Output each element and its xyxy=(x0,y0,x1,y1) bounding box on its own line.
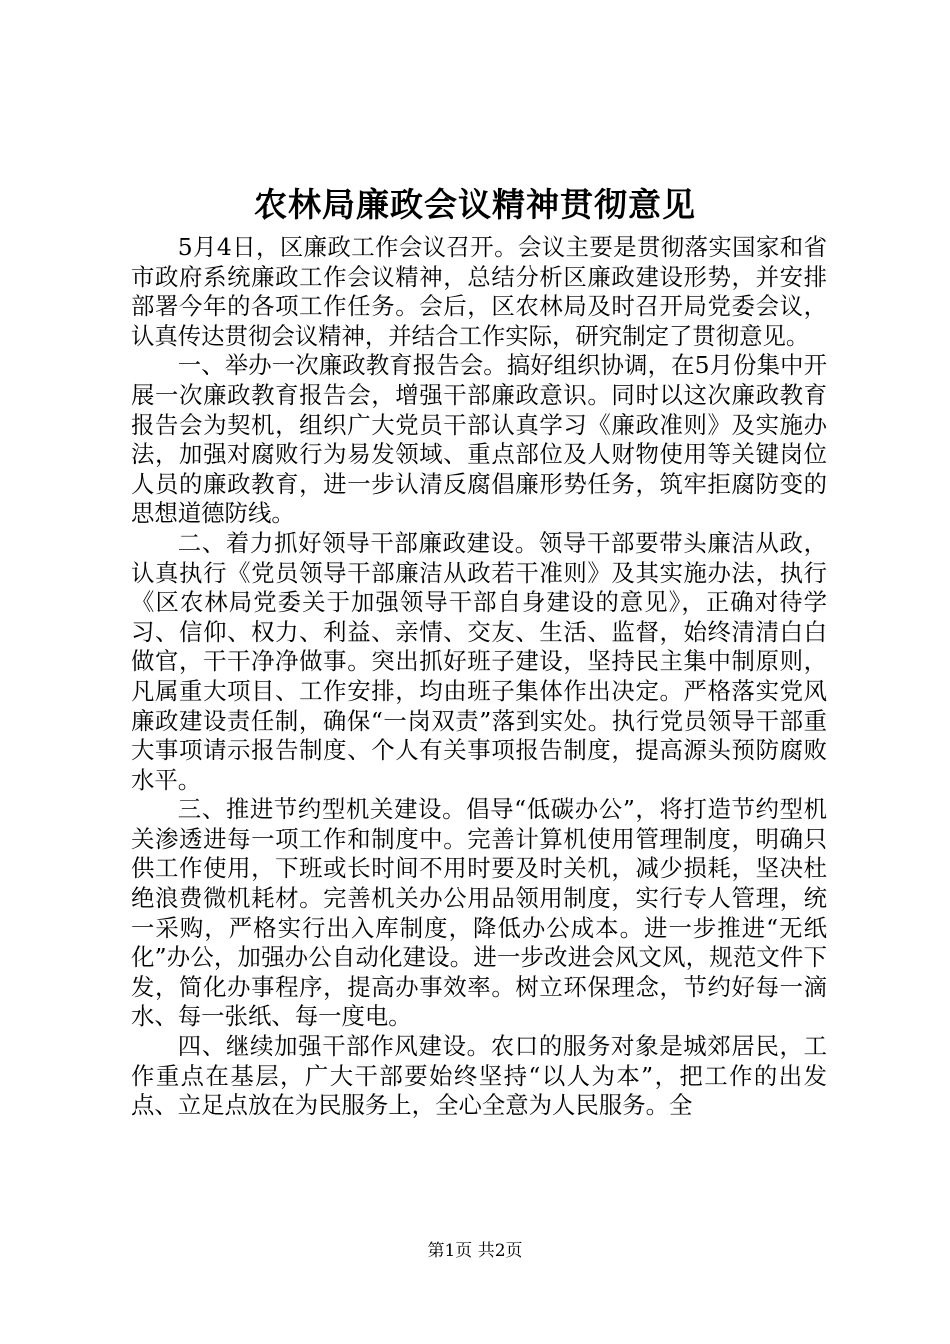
page-number: 第1页 共2页 xyxy=(427,1241,523,1261)
paragraph-section-2: 二、着力抓好领导干部廉政建设。领导干部要带头廉洁从政，认真执行《党员领导干部廉洁从政若干准则》及其实施办法，执行《区农林局党委关于加强领导干部自身建设的意见》，正确对待学习、信仰、权力、利益、亲情、交友、生活、监督，始终清清白白做官，干干净净做事。突出抓好班子建设，坚持民主集中制原则，凡属重大项目、工作安排，均由班子集体作出决定。严格落实党风廉政建设责任制，确保“一岗双责”落到实处。执行党员领导干部重大事项请示报告制度、个人有关事项报告制度，提高源头预防腐败水平。 xyxy=(131,528,827,794)
paragraph-section-3: 三、推进节约型机关建设。倡导“低碳办公”，将打造节约型机关渗透进每一项工作和制度中。完善计算机使用管理制度，明确只供工作使用，下班或长时间不用时要及时关机，减少损耗，坚决杜绝浪费微机耗材。完善机关办公用品领用制度，实行专人管理，统一采购，严格实行出入库制度，降低办公成本。进一步推进“无纸化”办公，加强办公自动化建设。进一步改进会风文风，规范文件下发，简化办事程序，提高办事效率。树立环保理念，节约好每一滴水、每一张纸、每一度电。 xyxy=(131,795,827,1031)
paragraph-section-1: 一、举办一次廉政教育报告会。搞好组织协调，在5月份集中开展一次廉政教育报告会，增强干部廉政意识。同时以这次廉政教育报告会为契机，组织广大党员干部认真学习《廉政准则》及实施办法，加强对腐败行为易发领域、重点部位及人财物使用等关键岗位人员的廉政教育，进一步认清反腐倡廉形势任务，筑牢拒腐防变的思想道德防线。 xyxy=(131,351,827,528)
paragraph-intro: 5月4日，区廉政工作会议召开。会议主要是贯彻落实国家和省市政府系统廉政工作会议精神，总结分析区廉政建设形势，并安排部署今年的各项工作任务。会后，区农林局及时召开局党委会议，认真传达贯彻会议精神，并结合工作实际，研究制定了贯彻意见。 xyxy=(131,233,827,350)
document-body xyxy=(131,233,827,1121)
paragraph-section-4: 四、继续加强干部作风建设。农口的服务对象是城郊居民，工作重点在基层，广大干部要始终坚持“以人为本”，把工作的出发点、立足点放在为民服务上，全心全意为人民服务。全 xyxy=(131,1032,827,1120)
document-title: 农林局廉政会议精神贯彻意见 xyxy=(254,185,696,224)
